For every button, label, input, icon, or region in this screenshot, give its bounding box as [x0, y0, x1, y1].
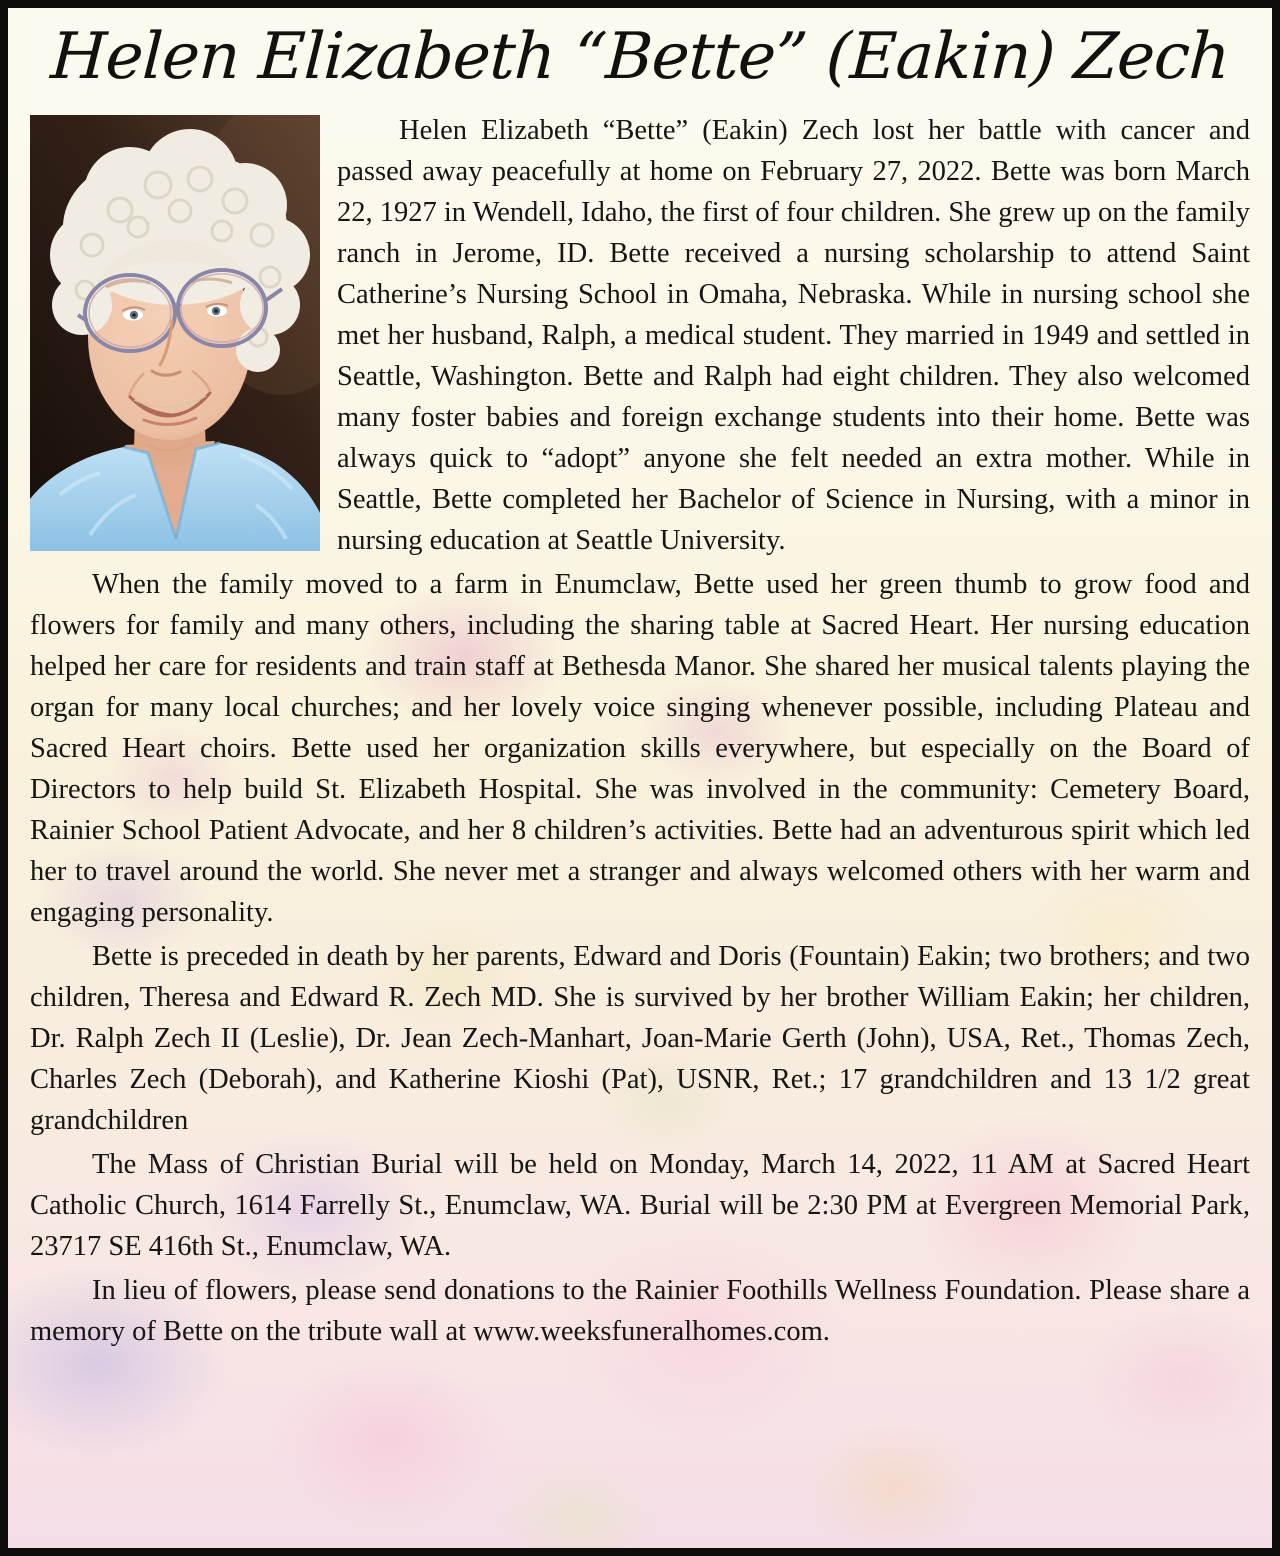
- obituary-title: Helen Elizabeth “Bette” (Eakin) Zech: [48, 20, 1232, 94]
- obituary-content: [8, 8, 1272, 1548]
- obituary-paragraph-2: When the family moved to a farm in Enumclaw, Bette used her green thumb to grow food and flowers for family and many others, including the sharing table at Sacred Heart. Her nursing education helped her care for residents and train staff at Bethesda Manor. She shared her musical talents playing the organ for many local churches; and her lovely voice singing whenever possible, including Plateau and Sacred Heart choirs. Bette used her organization skills everywhere, but especially on the Board of Directors to help build St. Elizabeth Hospital. She was involved in the community: Cemetery Board, Rainier School Patient Advocate, and her 8 children’s activities. Bette had an adventurous spirit which led her to travel around the world. She never met a stranger and always welcomed others with her warm and engaging personality.: [30, 568, 1250, 928]
- portrait-illustration: [30, 115, 320, 551]
- obituary-paragraph-4: The Mass of Christian Burial will be held on Monday, March 14, 2022, 11 AM at Sacred Heart Catholic Church, 1614 Farrelly St., Enumclaw, WA. Burial will be 2:30 PM at Evergreen Memorial Park, 23717 SE 416th St., Enumclaw, WA.: [30, 1148, 1250, 1262]
- obituary-paragraph-1: Helen Elizabeth “Bette” (Eakin) Zech lost her battle with cancer and passed away peacefully at home on February 27, 2022. Bette was born March 22, 1927 in Wendell, Idaho, the first of four children. She grew up on the family ranch in Jerome, ID. Bette received a nursing scholarship to attend Saint Catherine’s Nursing School in Omaha, Nebraska. While in nursing school she met her husband, Ralph, a medical student. They married in 1949 and settled in Seattle, Washington. Bette and Ralph had eight children. They also welcomed many foster babies and foreign exchange students into their home. Bette was always quick to “adopt” anyone she felt needed an extra mother. While in Seattle, Bette completed her Bachelor of Science in Nursing, with a minor in nursing education at Seattle University.: [337, 114, 1250, 556]
- obituary-paragraph-5: In lieu of flowers, please send donations to the Rainier Foothills Wellness Foundation. Please share a memory of Bette on the tribute wall at www.weeksfuneralhomes.com.: [30, 1274, 1250, 1347]
- obituary-body: [30, 110, 1250, 1352]
- obituary-paragraph-3: Bette is preceded in death by her parents, Edward and Doris (Fountain) Eakin; two brothers; and two children, Theresa and Edward R. Zech MD. She is survived by her brother William Eakin; her children, Dr. Ralph Zech II (Leslie), Dr. Jean Zech-Manhart, Joan-Marie Gerth (John), USA, Ret., Thomas Zech, Charles Zech (Deborah), and Katherine Kioshi (Pat), USNR, Ret.; 17 grandchildren and 13 1/2 great grandchildren: [30, 940, 1250, 1136]
- portrait-photo: [30, 115, 320, 551]
